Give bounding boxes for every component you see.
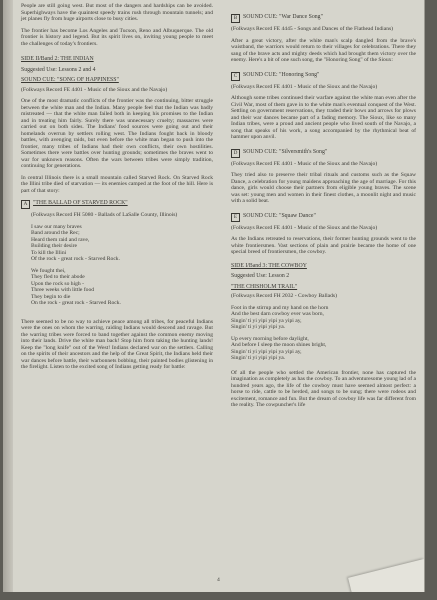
record-credit-flathead: (Folkways Record FE 4445 - Songs and Dances of the Flathead Indians) bbox=[231, 26, 394, 32]
sound-cue-squaw-dance: SOUND CUE: "Squaw Dance" bbox=[243, 212, 316, 219]
verse-line: And the best darn cowboy ever was born, bbox=[231, 311, 324, 317]
verse-line: Singin' ti yi yipi yipi ya yipi ay, bbox=[231, 348, 302, 355]
cue-box-c: C bbox=[231, 72, 240, 81]
cue-row-b bbox=[231, 14, 416, 23]
page-number: 4 bbox=[217, 577, 220, 583]
verse-line: Band around the Rec; bbox=[31, 230, 80, 236]
verse-line: They begin to die bbox=[31, 293, 71, 300]
intro-paragraph-2: The frontier has become Los Angeles and Tucson, Reno and Albuquerque. The old frontier is history and legend. But its spirit lives on, inviting young people to meet the challenges of today's frontiers. bbox=[21, 27, 213, 47]
record-credit-sioux-navajo-2: (Folkways Record FE 4401 - Music of the Sioux and the Navajo) bbox=[231, 83, 378, 90]
sound-cue-chisholm-trail: "THE CHISHOLM TRAIL" bbox=[231, 283, 298, 290]
verse-line: And before I sleep the moon shines bright, bbox=[231, 342, 327, 348]
verse-line: On the rock - great rock - Starved Rock. bbox=[31, 300, 121, 306]
cue-box-d: D bbox=[231, 149, 240, 158]
verse-line: Of the rock - great rock - Starved Rock. bbox=[31, 256, 121, 262]
cue-row-a bbox=[21, 200, 213, 209]
suggested-use-indian: Suggested Use: Lessons 2 and 4 bbox=[21, 66, 96, 73]
ballad-verse-1 bbox=[21, 224, 213, 263]
suggested-use-cowboy: Suggested Use: Lesson 2 bbox=[231, 273, 290, 279]
page-curl-corner bbox=[348, 559, 424, 592]
document-page bbox=[3, 0, 424, 592]
honoring-paragraph: Although some tribes continued their warfare against the white man even after the Civil War, most of them gave in to the white man's eventual conquest of the West. Settling on government reservations, they traded their bows and arrows for plows and their war dances became part of a fading memory. The Sioux, like so many Indian tribes, were a proud and ancient people who lived south of the Navajo, a song that speaks of his work, a song accompanied by the rhythmical beat of hammer upon anvil. bbox=[231, 95, 416, 140]
verse-line: Singin' ti yi yipi yipi ya. bbox=[231, 324, 286, 330]
record-credit-cowboy-ballads: (Folkways Record FH 2032 - Cowboy Ballads) bbox=[231, 293, 337, 299]
section-heading-cowboy: SIDE I/Band 3: THE COWBOY bbox=[231, 262, 307, 269]
verse-line: They fled to their abode bbox=[31, 274, 85, 280]
chisholm-verse-1 bbox=[231, 305, 416, 331]
verse-line: Up every morning before daylight, bbox=[231, 335, 309, 342]
cue-row-e bbox=[231, 213, 416, 222]
cue-box-e: E bbox=[231, 213, 240, 222]
silversmith-paragraph: They tried also to preserve their tribal rituals and customs such as the Squaw Dance, a celebration for young maidens approaching the age of marriage. For this dance, girls would choose their partners from eligible young braves. The scene was set: young men and women in their finest clothes, a moonlit night and music with a solid beat. bbox=[231, 172, 416, 204]
verse-line: Heard them raid and rave, bbox=[31, 236, 90, 243]
cowboy-paragraph: Of all the people who settled the American frontier, none has captured the imagination as completely as has the cowboy. To an adventuresome young lad of a hundred years ago, the life of the cowboy must have seemed almost perfect: a horse to ride, cattle to be herded, and songs to be sung; there were rodeos and excitement, romance and fun. But the dream of cowboy life was far different from the reality. The cowpuncher's life bbox=[231, 369, 416, 408]
sound-cue-honoring-song: SOUND CUE: "Honoring Song" bbox=[243, 71, 320, 78]
record-credit-sioux-navajo-4: (Folkways Record FE 4401 - Music of the Sioux and the Navajo) bbox=[231, 224, 378, 231]
record-credit-sioux-navajo: (Folkways Record FE 4401 - Music of the Sioux and the Navajo) bbox=[21, 86, 168, 93]
right-column bbox=[231, 0, 416, 414]
squaw-paragraph: As the Indians retreated to reservations, their former hunting grounds went to the white frontiersmen. Vast sections of plain and prairie became the home of one special breed of frontiersmen, the cowboy. bbox=[231, 236, 416, 255]
verse-line: Singin' ti yi yipi yipi ya. bbox=[231, 355, 286, 361]
cue-box-a: A bbox=[21, 200, 30, 209]
chisholm-verse-2 bbox=[231, 336, 416, 362]
indian-paragraph-3: There seemed to be no way to achieve peace among all tribes, for peaceful Indians were the ones on whom the warring, raiding Indians would descend and ravage. But the warring tribes were forced to band together against the common enemy moving into their lands. Drive the white man back! Stop him from taking the hunting lands! Keep the "long knife" out of the West! Indians declared war on the settlers. Calling on the spirits of their ancestors and the help of the Great Spirit, the Indians held their war dances before battle, their warbonnets bobbing, their painted bodies glistening in the firelight. Listen to the excited song of Indians getting ready for battle: bbox=[21, 318, 213, 370]
left-column bbox=[21, 0, 213, 376]
verse-line: Foot in the stirrup and my hand on the horn bbox=[231, 304, 329, 311]
verse-line: Singin' ti yi yipi yipi ya yipi ay, bbox=[231, 317, 302, 324]
sound-cue-silversmiths-song: SOUND CUE: "Silversmith's Song" bbox=[243, 148, 328, 155]
sound-cue-song-of-happiness: SOUND CUE: "SONG OF HAPPINESS" bbox=[21, 77, 119, 83]
cue-box-b: B bbox=[231, 14, 240, 23]
verse-line: To kill the Illini bbox=[31, 249, 67, 256]
verse-line: Three weeks with little food bbox=[31, 287, 95, 293]
cue-row-c bbox=[231, 72, 416, 81]
record-credit-sioux-navajo-3: (Folkways Record FE 4401 - Music of the Sioux and the Navajo) bbox=[231, 160, 378, 167]
verse-line: Building their desire bbox=[31, 243, 77, 249]
verse-line: We fought thei, bbox=[31, 267, 66, 274]
intro-paragraph-1: People are still going west. But most of the dangers and hardships can be avoided. Superhighways have the quaintest speedy trains rush through mountain tunnels; and jet planes fly from huge airports close to busy cities. bbox=[21, 3, 213, 22]
verse-line: Upon the rock so high - bbox=[31, 280, 84, 287]
war-dance-paragraph: After a great victory, after the white man's scalp dangled from the brave's waistband, the warriors would return to their villages for celebrations. There they sang of the brave acts and mighty deeds which had brought them victory over the enemy. Here's a bit of one such song, the "Honoring Song" of the Sioux: bbox=[231, 37, 416, 63]
record-credit-lasalle: (Folkways Record FH 5080 - Ballads of LaSalle County, Illinois) bbox=[31, 212, 178, 218]
ballad-verse-2 bbox=[21, 268, 213, 307]
section-heading-indian: SIDE II/Band 2: THE INDIAN bbox=[21, 56, 94, 62]
verse-line: I saw our many braves bbox=[31, 223, 82, 230]
cue-row-d bbox=[231, 149, 416, 158]
sound-cue-ballad-of-starved-rock: "THE BALLAD OF STARVED ROCK" bbox=[33, 200, 128, 206]
indian-paragraph-1: One of the most dramatic conflicts of the frontier was the continuing, bitter struggle between the white man and the Indian. Many people feel that the Indian was badly mistreated — that the white man failed both in keeping his promises to the Indian and in treating him fairly. Surely there was unnecessary cruelty; massacres were carried out on both sides. The Indians' food sources were going out and their homelands overrun by settlers rolling west. The Indians fought back in bloody battles, with avenging raids, but even before the white man began to push into the frontier, many tribes of Indians had their own conflicts, their own hostilities. Sometimes there were battles over hunting grounds; sometimes the braves went to war for unknown reasons. Often the wars between tribes were simply tradition, continuing for generations. bbox=[21, 98, 213, 169]
page-binding-edge bbox=[3, 0, 13, 592]
sound-cue-war-dance-song: SOUND CUE: "War Dance Song" bbox=[243, 14, 323, 20]
indian-paragraph-2: In central Illinois there is a small mountain called Starved Rock. On Starved Rock the Illini tribe died of starvation — its enemies camped at the foot of the hill. Here is part of that story: bbox=[21, 174, 213, 194]
